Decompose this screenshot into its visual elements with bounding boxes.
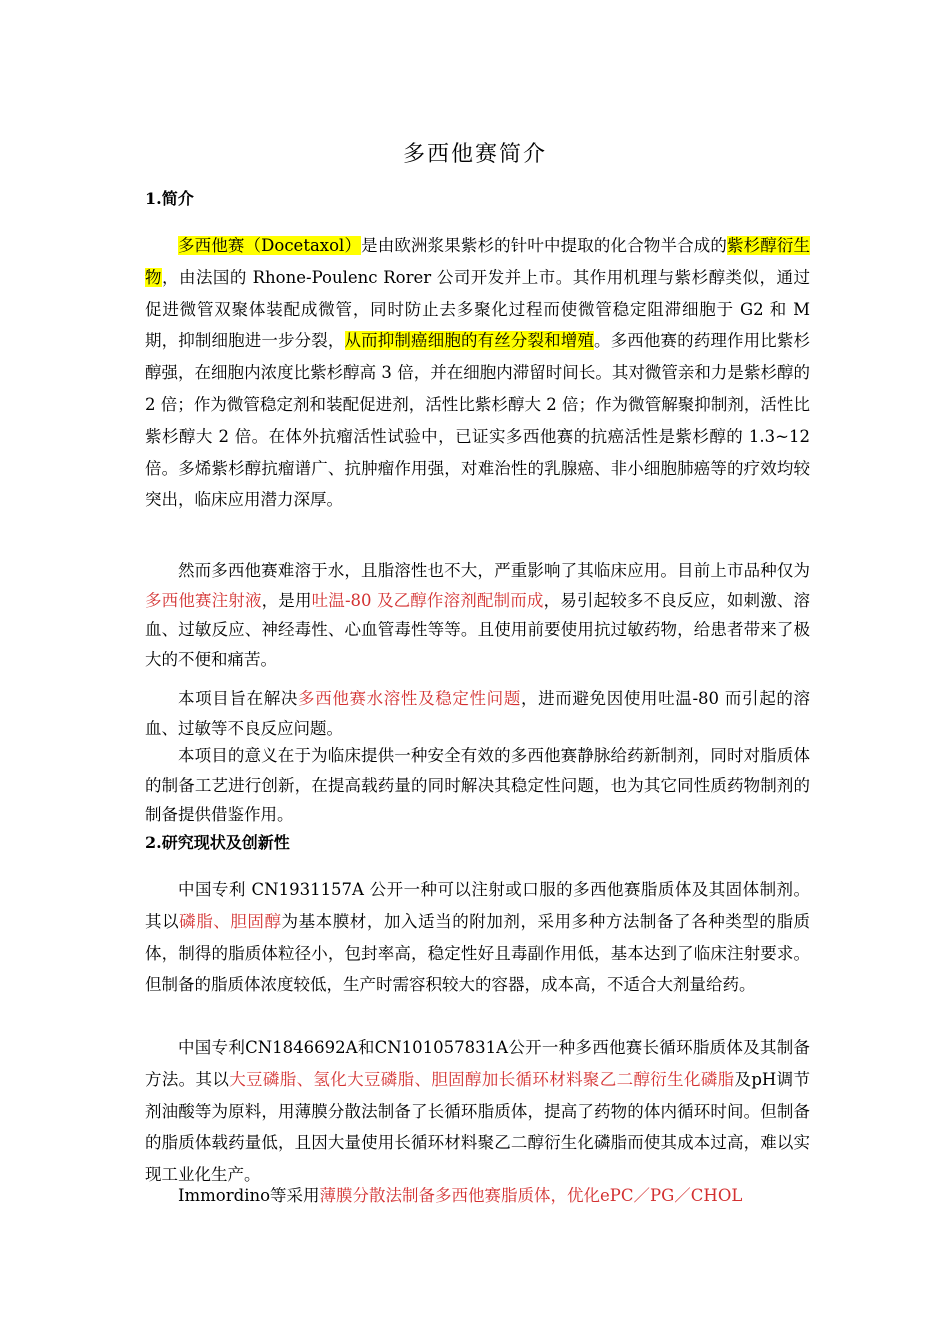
highlighted-text: 多西他赛（Docetaxol） [178, 236, 362, 255]
document-title: 多西他赛简介 [402, 142, 547, 167]
body-text: ，由法国的 Rhone-Poulenc Rorer 公司开发并上市。其作用机理与紫杉醇类似，通过促进微管双聚体装配成微管，同时防止去多聚化过程而使微管稳定阻滞细胞于 G2 和 M 期，抑制细胞进一步分裂， [145, 267, 810, 351]
intro-paragraph-3 [145, 684, 810, 743]
section-heading-research: 2.研究现状及创新性 [145, 833, 290, 852]
body-text: ，进而避免因使用吐温-80 而引起的溶血、过敏等不良反应问题。 [145, 689, 811, 738]
body-text: 是由欧洲浆果紫杉的针叶中提取的化合物半合成的 [361, 236, 727, 255]
research-paragraph-1 [145, 874, 810, 1001]
intro-paragraph-4 [145, 741, 810, 830]
red-emphasis-text: 薄膜分散法制备多西他赛脂质体，优化ePC／PG／CHOL [319, 1186, 743, 1205]
body-text: 然而多西他赛难溶于水，且脂溶性也不大，严重影响了其临床应用。目前上市品种仅为 [178, 561, 810, 580]
body-text: ，易引起较多不良反应，如刺激、溶血、过敏反应、神经毒性、心血管毒性等等。且使用前要使用抗过敏药物，给患者带来了极大的不便和痛苦。 [145, 590, 811, 669]
section-heading-intro: 1.简介 [145, 189, 194, 208]
intro-paragraph-2 [145, 556, 810, 674]
body-text: Immordino等采用 [178, 1186, 320, 1205]
research-paragraph-3 [145, 1180, 810, 1212]
body-text: 为基本膜材，加入适当的附加剂，采用多种方法制备了各种类型的脂质体，制得的脂质体粒径小，包封率高，稳定性好且毒副作用低，基本达到了临床注射要求。但制备的脂质体浓度较低，生产时需容积较大的容器，成本高，不适合大剂量给药。 [145, 911, 811, 995]
red-emphasis-text: 大豆磷脂、氢化大豆磷脂、胆固醇加长循环材料聚乙二醇衍生化磷脂 [229, 1069, 735, 1089]
red-emphasis-text: 吐温-80 及乙醇作溶剂配制而成 [311, 590, 544, 610]
body-text: 。多西他赛的药理作用比紫杉醇强，在细胞内浓度比紫杉醇高 3 倍，并在细胞内滞留时间长。其对微管亲和力是紫杉醇的 2 倍；作为微管稳定剂和装配促进剂，活性比紫杉醇大 2 倍；作为微管解聚抑制剂，活性比紫杉醇大 2 倍。在体外抗瘤活性试验中，已证实多西他赛的抗癌活性是紫杉醇的 1.3~12 倍。多烯紫杉醇抗瘤谱广、抗肿瘤作用强，对难治性的乳腺癌、非小细胞肺癌等的疗效均较突出，临床应用潜力深厚。 [145, 331, 811, 510]
body-text: 本项目的意义在于为临床提供一种安全有效的多西他赛静脉给药新制剂，同时对脂质体的制备工艺进行创新，在提高载药量的同时解决其稳定性问题，也为其它同性质药物制剂的制备提供借鉴作用。 [145, 746, 810, 825]
body-text: 及pH调节剂油酸等为原料，用薄膜分散法制备了长循环脂质体，提高了药物的体内循环时间。但制备的脂质体载药量低，且因大量使用长循环材料聚乙二醇衍生化磷脂而使其成本过高，难以实现工业化生产。 [145, 1069, 811, 1185]
red-emphasis-text: 多西他赛注射液 [145, 590, 262, 610]
red-emphasis-text: 多西他赛水溶性及稳定性问题 [298, 689, 521, 708]
research-paragraph-2 [145, 1032, 810, 1191]
body-text: 本项目旨在解决 [178, 689, 299, 708]
body-text: ，是用 [261, 590, 312, 610]
intro-paragraph-1 [145, 230, 810, 516]
body-text: 中国专利CN1846692A和CN101057831A公开一种多西他赛长循环脂质体及其制备方法。其以 [145, 1038, 810, 1089]
highlighted-text: 从而抑制癌细胞的有丝分裂和增殖 [344, 331, 594, 351]
highlighted-text: 紫杉醇衍生物 [145, 236, 811, 287]
body-text: 中国专利 CN1931157A 公开一种可以注射或口服的多西他赛脂质体及其固体制剂。其以 [145, 880, 810, 931]
red-emphasis-text: 磷脂、胆固醇 [179, 911, 282, 931]
